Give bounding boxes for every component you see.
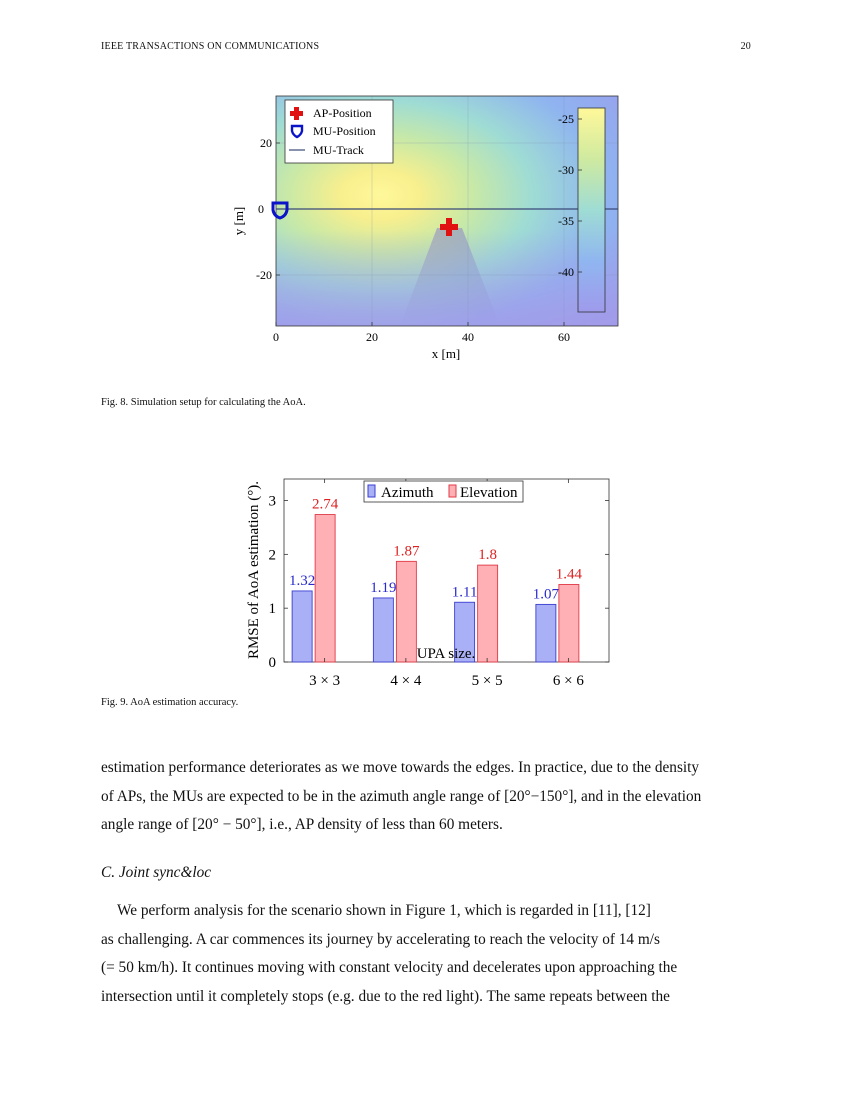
x-axis-label: x [m] [431, 346, 461, 361]
legend-label: AP-Position [313, 106, 372, 120]
legend-label: Elevation [460, 485, 518, 501]
legend-label: MU-Position [313, 124, 376, 138]
colorbar-tick-label: -30 [558, 163, 574, 177]
section-heading: C. Joint sync&loc [101, 864, 212, 881]
colorbar [578, 108, 605, 312]
data-label: 1.32 [289, 572, 316, 589]
journal-header: IEEE TRANSACTIONS ON COMMUNICATIONS [101, 41, 320, 52]
data-label: 1.87 [393, 543, 420, 560]
text-line: of APs, the MUs are expected to be in the azimuth angle range of [20°−150°], and in the elevation [101, 787, 702, 805]
legend-label: Azimuth [381, 485, 434, 501]
bar-elevation [559, 584, 579, 662]
x-tick-label: 0 [273, 330, 279, 344]
y-tick-label: 1 [268, 601, 276, 618]
figure-8-heatmap [0, 0, 850, 380]
page-number: 20 [740, 41, 751, 52]
data-label: 1.44 [555, 566, 582, 583]
text-line: We perform analysis for the scenario shown in Figure 1, which is regarded in [11], [12] [117, 902, 651, 919]
x-tick-label: 5 × 5 [471, 673, 503, 689]
figure-9-bar-chart [0, 430, 850, 690]
y-tick-label: -20 [256, 268, 272, 282]
data-label: 1.11 [451, 584, 478, 601]
legend-elevation-swatch [449, 485, 456, 497]
x-tick-label: 3 × 3 [309, 673, 341, 689]
y-tick-label: 0 [258, 202, 264, 216]
x-tick-label: 20 [366, 330, 378, 344]
bar-chart-legend [364, 481, 523, 502]
x-axis-label: UPA size. [416, 646, 476, 662]
bar-elevation [396, 561, 416, 662]
bar-azimuth [373, 598, 393, 662]
y-tick-label: 2 [268, 547, 276, 564]
paragraph [101, 754, 749, 840]
bar-azimuth [292, 591, 312, 662]
x-tick-label: 4 × 4 [390, 673, 422, 689]
bar-elevation [315, 515, 335, 662]
text-line: (= 50 km/h). It continues moving with constant velocity and decelerates upon approaching the [101, 959, 678, 976]
figure-9-caption: Fig. 9. AoA estimation accuracy. [101, 697, 239, 708]
x-tick-label: 6 × 6 [552, 673, 584, 689]
text-line: as challenging. A car commences its journey by accelerating to reach the velocity of 14 m/s [101, 930, 660, 948]
paragraph [101, 897, 749, 1011]
y-tick-label: 20 [260, 136, 272, 150]
legend-label: MU-Track [313, 143, 364, 157]
data-label: 2.74 [312, 496, 339, 513]
bar-elevation [478, 565, 498, 662]
y-tick-label: 0 [268, 655, 276, 671]
x-tick-label: 60 [558, 330, 570, 344]
text-line: estimation performance deteriorates as we move towards the edges. In practice, due to the density [101, 759, 700, 776]
colorbar-tick-label: -35 [558, 214, 574, 228]
x-tick-label: 40 [462, 330, 474, 344]
y-tick-label: 3 [268, 493, 276, 510]
colorbar-tick-label: -25 [558, 112, 574, 126]
y-axis-label: y [m] [231, 206, 246, 236]
text-line: intersection until it completely stops (e.g. due to the red light). The same repeats between the [101, 987, 670, 1005]
legend-azimuth-swatch [368, 485, 375, 497]
heatmap-legend [285, 100, 393, 163]
data-label: 1.8 [478, 547, 497, 564]
colorbar-tick-label: -40 [558, 265, 574, 279]
y-axis-label: RMSE of AoA estimation (°). [246, 480, 262, 660]
figure-8-caption: Fig. 8. Simulation setup for calculating the AoA. [101, 397, 306, 408]
bar-azimuth [536, 604, 556, 662]
data-label: 1.19 [370, 579, 397, 596]
text-line: angle range of [20° − 50°], i.e., AP density of less than 60 meters. [101, 816, 503, 833]
data-label: 1.07 [532, 586, 559, 603]
